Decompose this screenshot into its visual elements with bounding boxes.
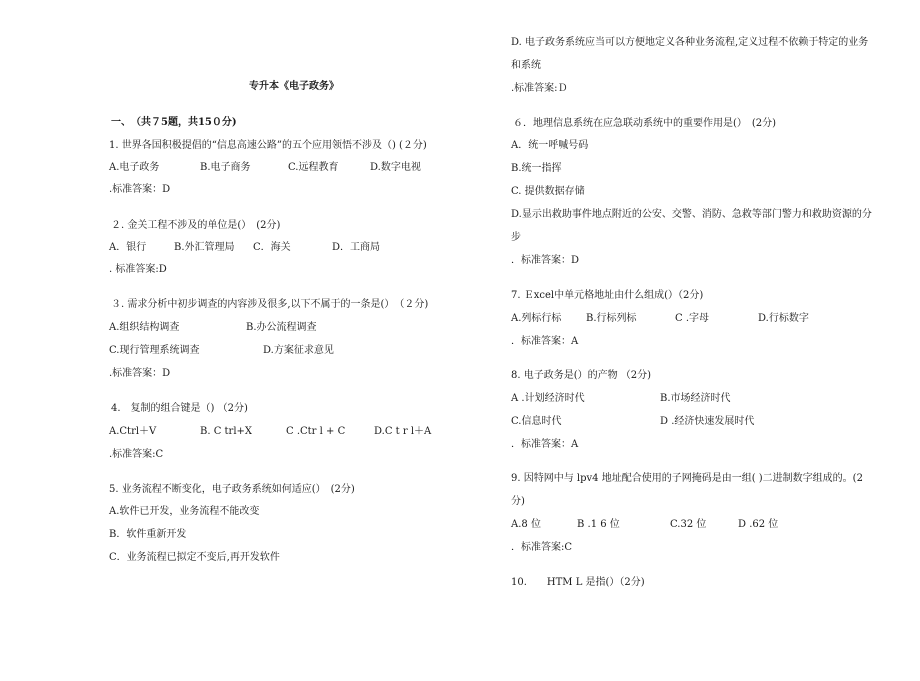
q9-option-c: C.32 位	[670, 519, 707, 530]
q6-option-d-line2: 步	[511, 232, 521, 243]
q4-answer: .标准答案:C	[109, 449, 164, 460]
q3-option-c: C.现行管理系统调查	[109, 345, 200, 356]
q10-text: 10. HTM L 是指(）（2分)	[511, 577, 645, 588]
q7-option-c: C .字母	[675, 313, 710, 324]
q3-option-b: B.办公流程调查	[246, 322, 317, 333]
q6-answer: ．标准答案：D	[511, 255, 580, 266]
q8-text: 8. 电子政务是(）的产物 （2分)	[511, 370, 652, 381]
q8-option-b: B.市场经济时代	[660, 393, 731, 404]
q2-option-d: D．工商局	[332, 242, 381, 253]
q7-answer: ．标准答案：A	[511, 336, 579, 347]
q3-option-a: A.组织结构调查	[109, 322, 180, 333]
q1-option-d: D.数字电视	[370, 162, 421, 173]
q5-text: 5. 业务流程不断变化，电子政务系统如何适应(） (2分)	[109, 484, 355, 495]
q2-text: ２. 金关工程不涉及的单位是(） (2分)	[111, 220, 281, 231]
q2-option-a: A．银行	[109, 242, 147, 253]
q9-option-d: D .62 位	[738, 519, 779, 530]
q1-option-c: C.远程教育	[288, 162, 339, 173]
q9-text-line2: 分)	[511, 496, 525, 507]
q4-text: 4. 复制的组合键是（) （2分)	[111, 403, 248, 414]
q9-option-b: B .1 6 位	[577, 519, 620, 530]
q5-option-a: A.软件已开发，业务流程不能改变	[109, 506, 260, 517]
q8-option-d: D .经济快速发展时代	[660, 416, 755, 427]
q9-text-line1: 9. 因特网中与 lpv4 地址配合使用的子网掩码是由一组( )二进制数字组成的。(2	[511, 473, 863, 484]
q6-option-b: B.统一指挥	[511, 163, 562, 174]
q9-answer: ．标准答案:C	[511, 542, 573, 553]
q6-option-c: C. 提供数据存储	[511, 186, 585, 197]
q8-option-c: C.信息时代	[511, 416, 562, 427]
q8-option-a: A .计划经济时代	[511, 393, 585, 404]
q4-option-d: D.C t r l＋A	[374, 426, 432, 437]
q1-text: 1. 世界各国积极提倡的“信息高速公路”的五个应用领悟不涉及（) (２分)	[109, 140, 427, 151]
q6-option-d-line1: D.显示出救助事件地点附近的公安、交警、消防、急救等部门警力和救助资源的分	[511, 209, 872, 220]
q7-option-a: A.列标行标	[511, 313, 562, 324]
q1-option-b: B.电子商务	[200, 162, 251, 173]
q8-answer: ．标准答案：A	[511, 439, 579, 450]
q2-option-b: B.外汇管理局	[174, 242, 235, 253]
q5-answer: .标准答案:Ｄ	[511, 83, 568, 94]
q5-option-b: B．软件重新开发	[109, 529, 187, 540]
q4-option-b: B. C trl+X	[200, 426, 253, 437]
q6-text: ６．地理信息系统在应急联动系统中的重要作用是(） (2分)	[513, 118, 777, 129]
q7-text: 7. Ｅxcel中单元格地址由什么组成(）（2分)	[511, 290, 704, 301]
q2-option-c: C．海关	[253, 242, 291, 253]
q4-option-a: A.Ctrl＋V	[109, 426, 157, 437]
q9-option-a: A.8 位	[511, 519, 541, 530]
doc-title: 专升本《电子政务》	[249, 81, 339, 92]
q3-answer: .标准答案：D	[109, 368, 171, 379]
q5-option-d-line1: D. 电子政务系统应当可以方便地定义各种业务流程,定义过程不依赖于特定的业务	[511, 37, 869, 48]
q1-answer: .标准答案：D	[109, 184, 171, 195]
q6-option-a: A．统一呼喊号码	[511, 140, 589, 151]
q5-option-d-line2: 和系统	[511, 60, 541, 71]
q3-text: ３. 需求分析中初步调查的内容涉及很多,以下不属于的一条是(） （２分)	[111, 299, 429, 310]
q7-option-d: D.行标数字	[758, 313, 809, 324]
q4-option-c: C .Ctr l + C	[286, 426, 346, 437]
q5-option-c: C．业务流程已拟定不变后,再开发软件	[109, 552, 280, 563]
section-heading: 一、 （共７5题，共15０分)	[111, 117, 237, 128]
q1-option-a: A.电子政务	[109, 162, 160, 173]
q2-answer: . 标准答案:D	[109, 264, 167, 275]
q3-option-d: D.方案征求意见	[263, 345, 334, 356]
q7-option-b: B.行标列标	[586, 313, 637, 324]
